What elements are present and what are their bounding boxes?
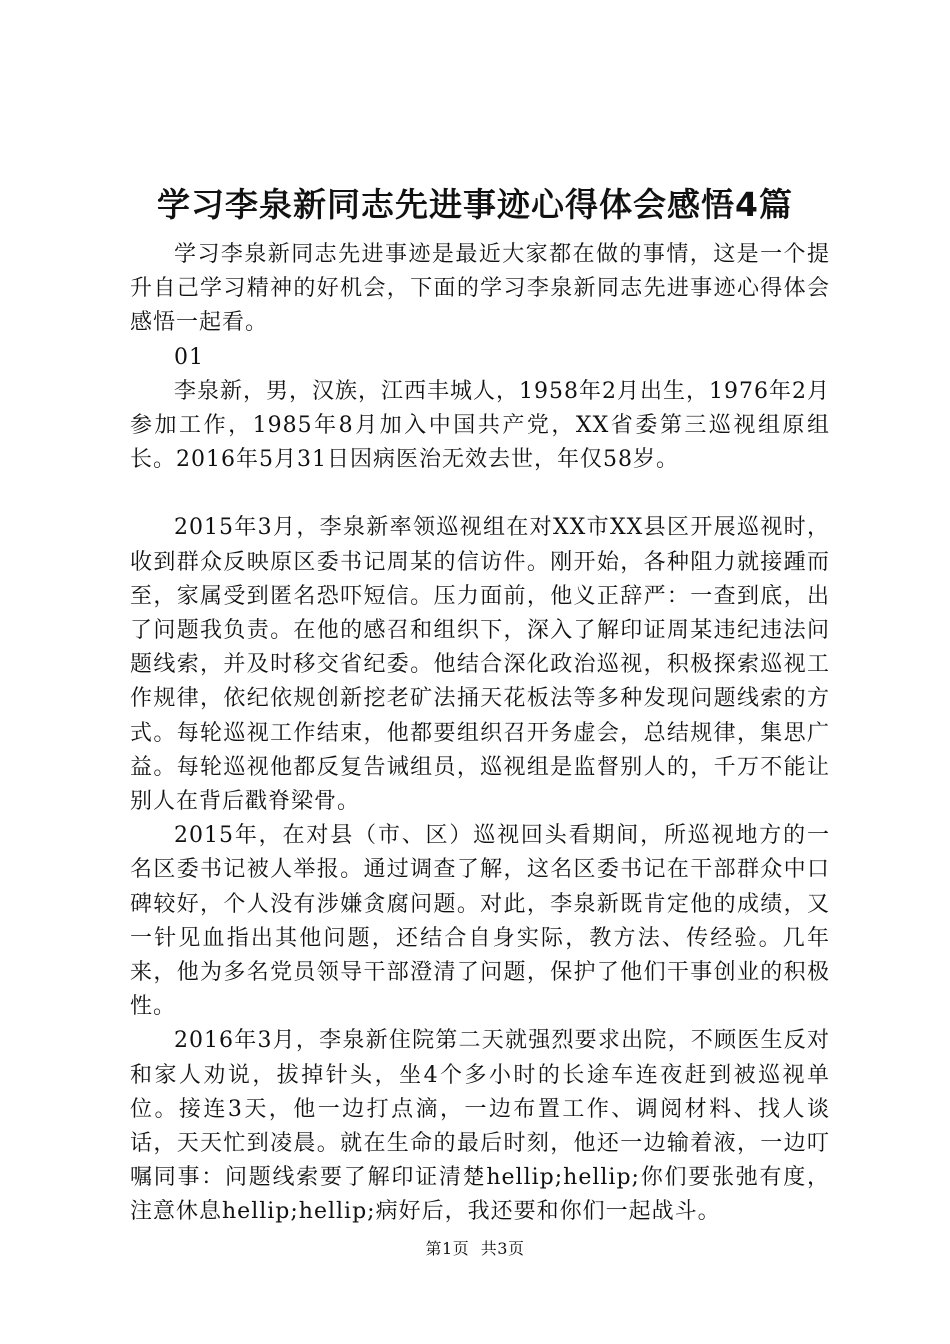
page-total: 共3页 <box>480 1239 525 1258</box>
page-footer <box>0 1238 950 1260</box>
page-number: 第1页 <box>425 1239 470 1258</box>
document-title: 学习李泉新同志先进事迹心得体会感悟4篇 <box>157 185 793 224</box>
section-number: 01 <box>174 344 204 370</box>
body-paragraph: 2015年，在对县（市、区）巡视回头看期间，所巡视地方的一名区委书记被人举报。通过调查了解，这名区委书记在干部群众中口碑较好，个人没有涉嫌贪腐问题。对此，李泉新既肯定他的成绩，又一针见血指出其他问题，还结合自身实际，教方法、传经验。几年来，他为多名党员领导干部澄清了问题，保护了他们干事创业的积极性。 <box>130 823 830 1020</box>
document-body <box>130 238 830 1230</box>
biography-paragraph: 李泉新，男，汉族，江西丰城人，1958年2月出生，1976年2月参加工作，1985年8月加入中国共产党，XX省委第三巡视组原组长。2016年5月31日因病医治无效去世，年仅58岁。 <box>130 378 830 473</box>
body-paragraph: 2015年3月，李泉新率领巡视组在对XX市XX县区开展巡视时，收到群众反映原区委书记周某的信访件。刚开始，各种阻力就接踵而至，家属受到匿名恐吓短信。压力面前，他义正辞严：一查到底，出了问题我负责。在他的感召和组织下，深入了解印证周某违纪违法问题线索，并及时移交省纪委。他结合深化政治巡视，积极探索巡视工作规律，依纪依规创新挖老矿法捅天花板法等多种发现问题线索的方式。每轮巡视工作结束，他都要组织召开务虚会，总结规律，集思广益。每轮巡视他都反复告诫组员，巡视组是监督别人的，千万不能让别人在背后戳脊梁骨。 <box>130 515 830 815</box>
intro-paragraph: 学习李泉新同志先进事迹是最近大家都在做的事情，这是一个提升自己学习精神的好机会，下面的学习李泉新同志先进事迹心得体会感悟一起看。 <box>130 242 830 336</box>
body-paragraph: 2016年3月，李泉新住院第二天就强烈要求出院，不顾医生反对和家人劝说，拔掉针头，坐4个多小时的长途车连夜赶到被巡视单位。接连3天，他一边打点滴，一边布置工作、调阅材料、找人谈话，天天忙到凌晨。就在生命的最后时刻，他还一边输着液，一边叮嘱同事：问题线索要了解印证清楚hellip;hellip;你们要张弛有度，注意休息hellip;hellip;病好后，我还要和你们一起战斗。 <box>130 1028 830 1225</box>
